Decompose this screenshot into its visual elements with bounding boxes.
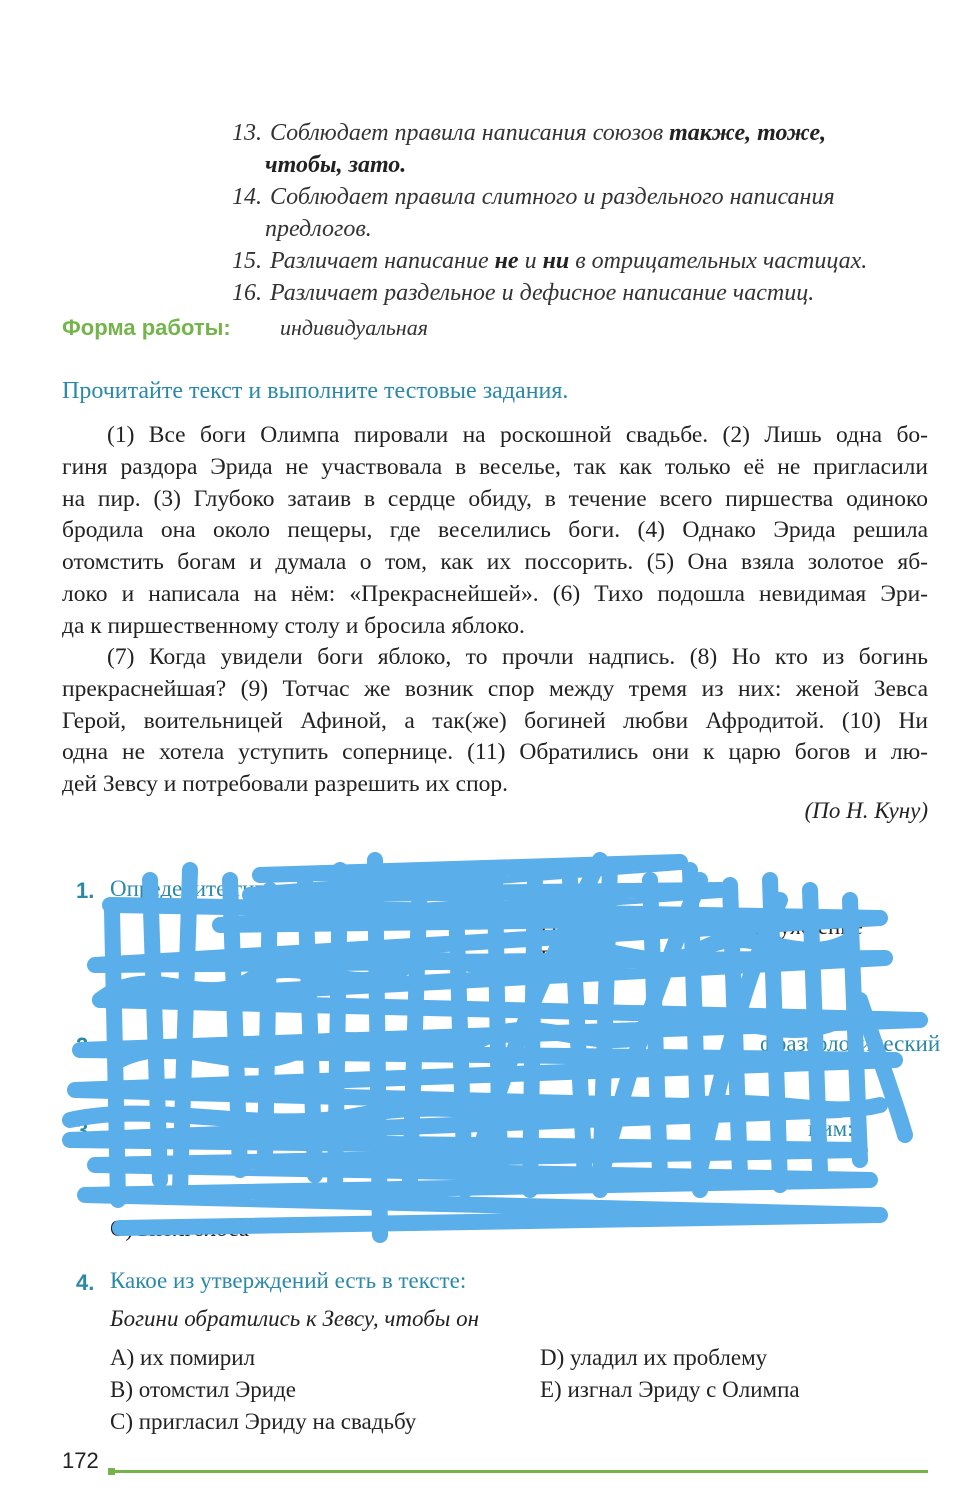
text-attribution: (По Н. Куну) bbox=[804, 798, 928, 823]
task-instruction: Прочитайте текст и выполните тестовые задания. bbox=[62, 378, 569, 404]
question-3-number: 3. bbox=[76, 1118, 95, 1143]
question-2-number: 2. bbox=[76, 1033, 95, 1058]
question-4-option-b[interactable]: В) отомстил Эриде bbox=[110, 1377, 297, 1402]
criterion-14: 14. Соблюдает правила слитного и раздельного написания предлогов. bbox=[232, 181, 835, 245]
criterion-16: 16. Различает раздельное и дефисное написание частиц. bbox=[232, 277, 814, 309]
criterion-number: 13. bbox=[232, 120, 262, 146]
criterion-number: 16. bbox=[232, 280, 262, 306]
footer-rule bbox=[110, 1470, 928, 1473]
question-1-option-d: D) повествование и рассуждение bbox=[540, 914, 863, 939]
question-4-option-e[interactable]: E) изгнал Эриду с Олимпа bbox=[540, 1377, 800, 1402]
question-1-text: Определите тип речи bbox=[110, 876, 318, 901]
work-form-value: индивидуальная bbox=[280, 315, 428, 340]
page-number: 172 bbox=[62, 1448, 99, 1473]
question-4-option-d[interactable]: D) уладил их проблему bbox=[540, 1345, 768, 1370]
question-4-stem: Богини обратились к Зевсу, чтобы он bbox=[110, 1306, 480, 1331]
story-paragraph-2: (7) Когда увидели боги яблоко, то прочли надпись. (8) Но кто из богинь прекраснейшая? (9) Тотчас же возник спор между тремя из них: женой Зевса Герой, воительницей Афиной, а так(же) богиней любви Афродитой. (10) Ни одна не хотела уступить сопернице. (11) Обратились они к царю богов и лю- дей Зевсу и потребовали разрешить их спор. bbox=[62, 644, 928, 798]
question-3-option-c: С) вполголоса bbox=[110, 1216, 249, 1241]
question-1-number: 1. bbox=[76, 878, 95, 903]
question-4-text: Какое из утверждений есть в тексте: bbox=[110, 1268, 467, 1293]
question-1-option-e: E) повествование и описание bbox=[540, 946, 827, 971]
criterion-number: 15. bbox=[232, 248, 262, 274]
work-form-label: Форма работы: bbox=[62, 315, 231, 340]
story-paragraph-1: (1) Все боги Олимпа пировали на роскошной свадьбе. (2) Лишь одна бо- гиня раздора Эрида не участвовала в веселье, так как только её не пригласили на пир. (3) Глубоко затаив в сердце обиду, в течение всего пиршества одиноко бродила она около пещеры, где веселились боги. (4) Однако Эрида решила отомстить богам и думала о том, как их поссорить. (5) Она взяла золотое яб- локо и написала на нём: «Прекраснейшей». (6) Тихо подошла невидимая Эри- да к пиршественному столу и бросила яблоко. bbox=[62, 422, 928, 639]
criterion-number: 14. bbox=[232, 184, 262, 210]
question-4-number: 4. bbox=[76, 1270, 95, 1295]
question-4-option-a[interactable]: А) их помирил bbox=[110, 1345, 256, 1370]
criterion-13: 13. Соблюдает правила написания союзов также, тоже, чтобы, зато. bbox=[232, 117, 826, 181]
criterion-15: 15. Различает написание не и ни в отрицательных частицах. bbox=[232, 245, 867, 277]
question-4-option-c[interactable]: С) пригласил Эриду на свадьбу bbox=[110, 1409, 417, 1434]
question-2-text-tail: фразеологический bbox=[760, 1031, 941, 1056]
question-3-text-tail: ним: bbox=[808, 1116, 854, 1141]
